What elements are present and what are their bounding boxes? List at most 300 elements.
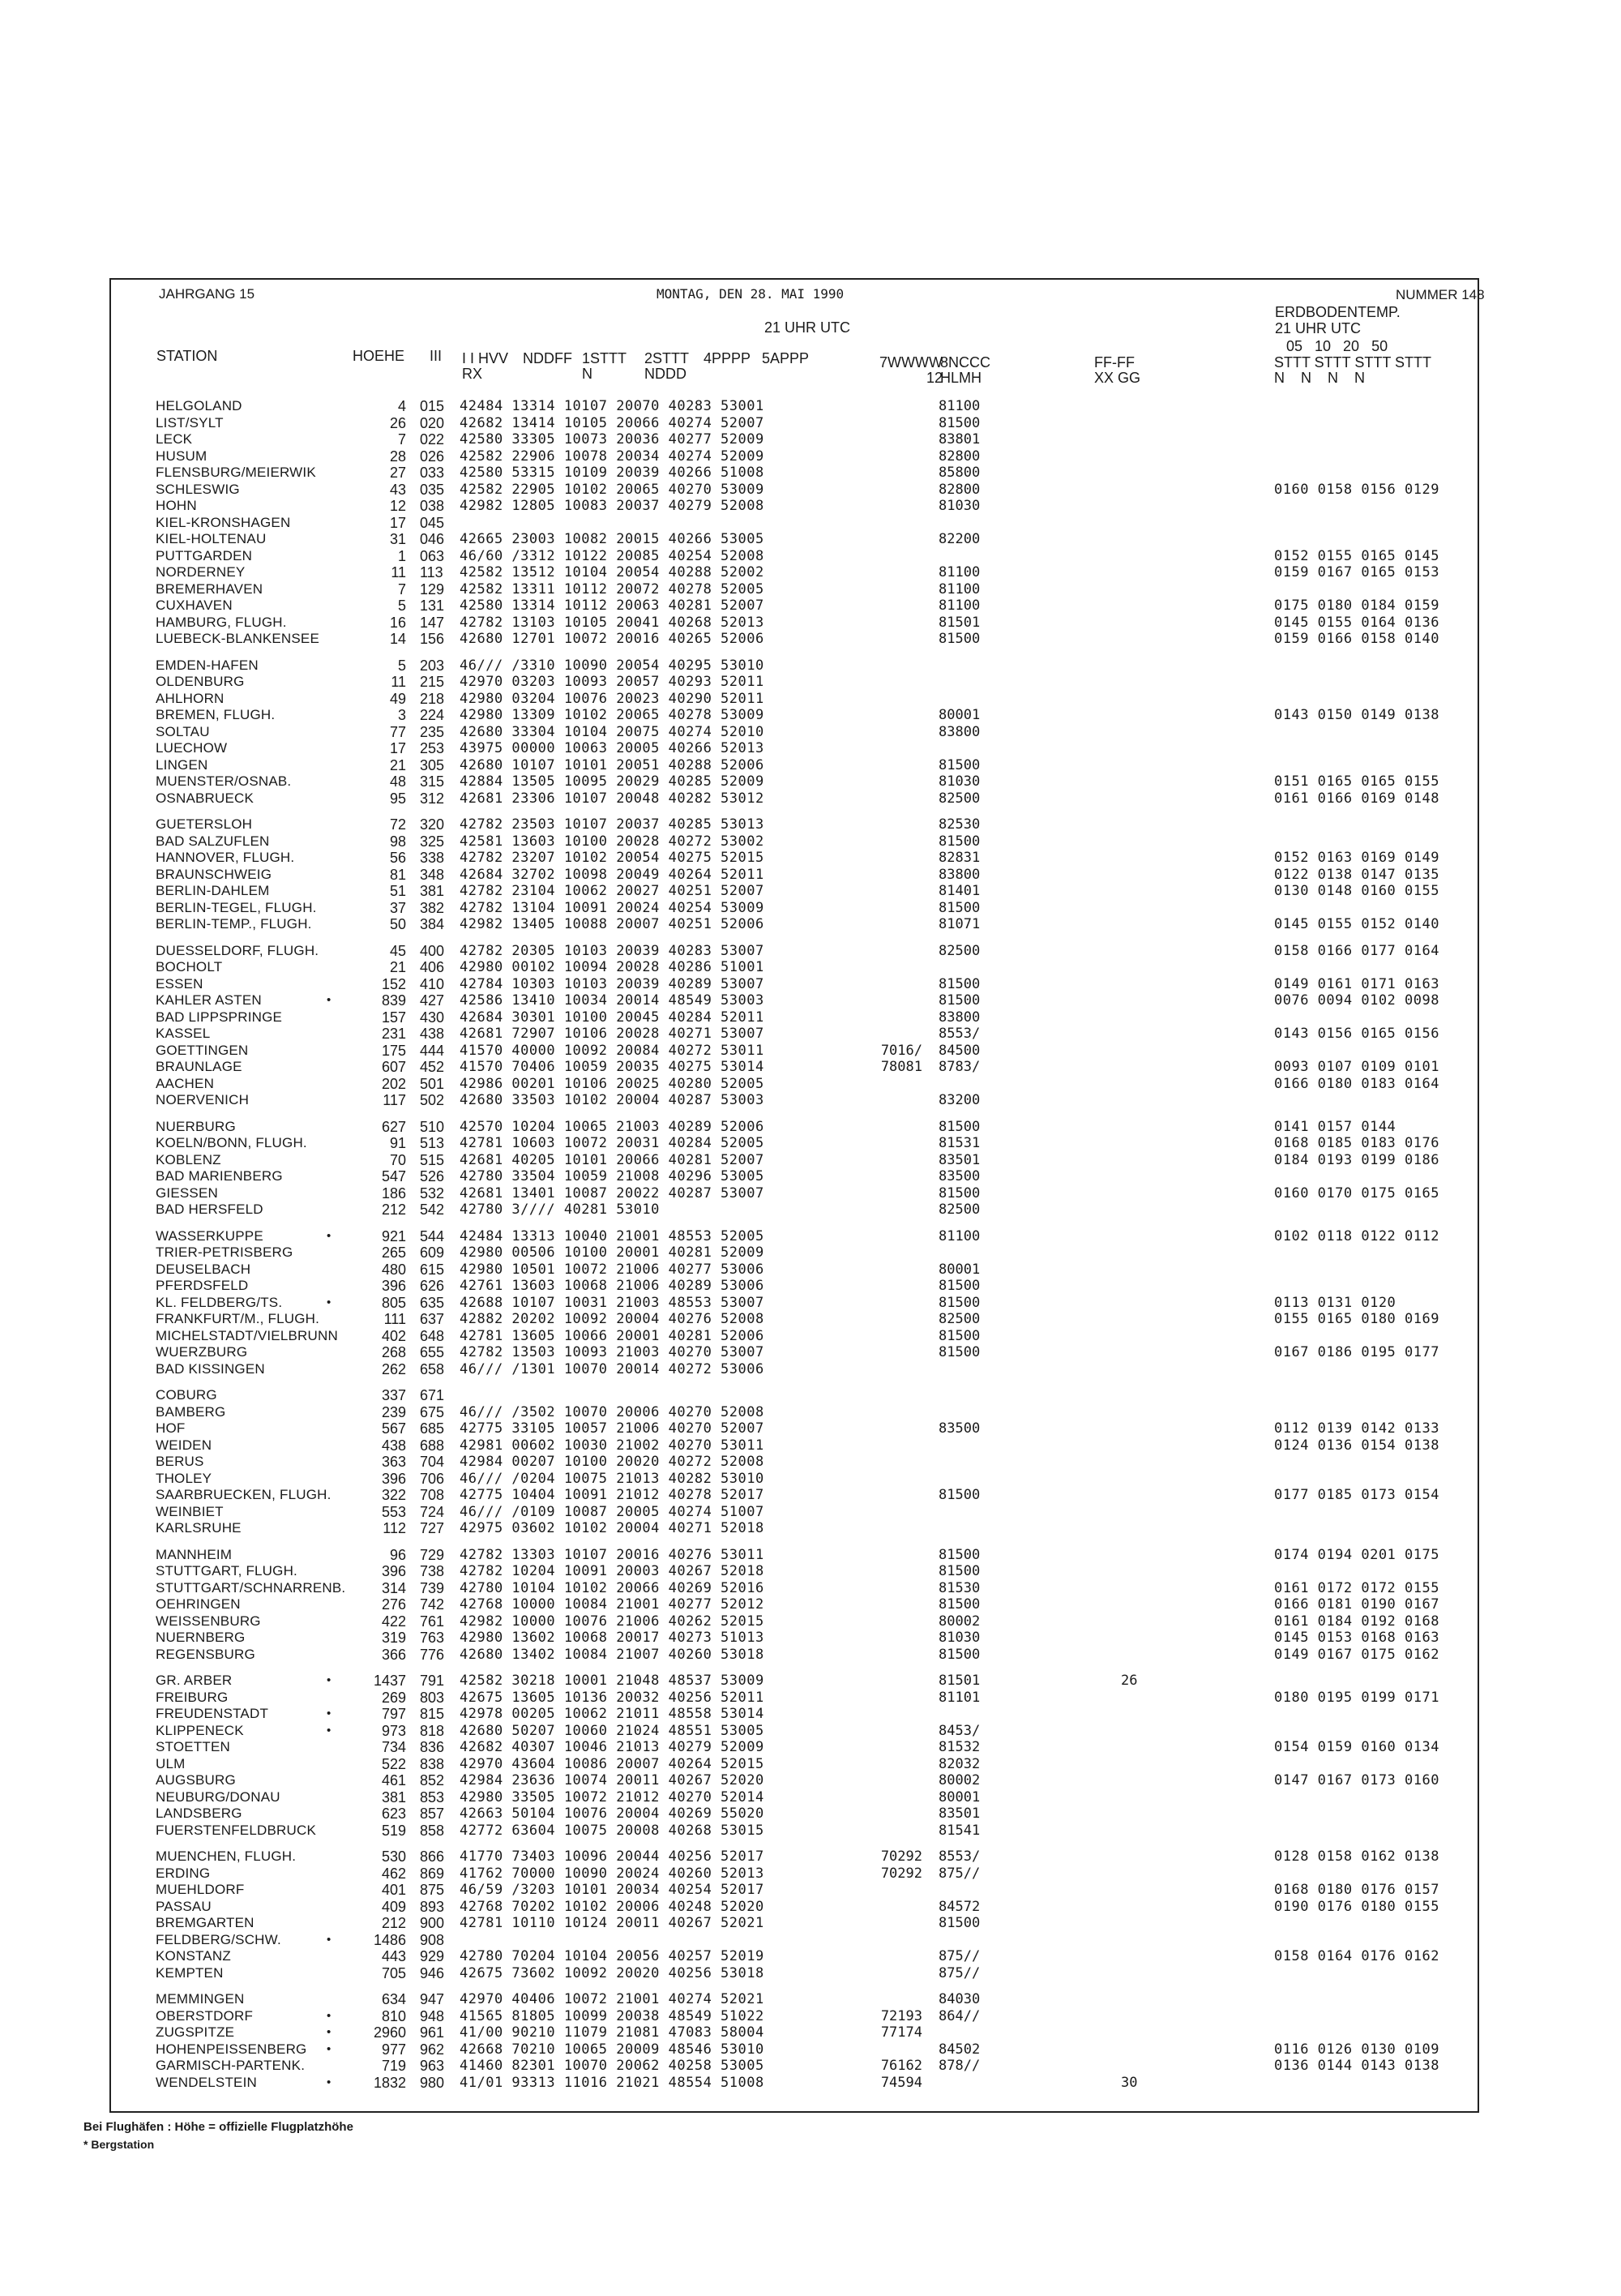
station-name: KIEL-KRONSHAGEN (156, 515, 291, 530)
station-elevation: 522 (381, 1756, 406, 1772)
synop-groups: 42682 40307 10046 21013 40279 52009 (460, 1739, 764, 1755)
station-index: 382 (420, 900, 445, 916)
synop-groups: 46/// /0204 10075 21013 40282 53010 (460, 1471, 764, 1487)
synop-groups: 42681 13401 10087 20022 40287 53007 (460, 1185, 764, 1202)
station-name: HOHENPEISSENBERG (156, 2041, 307, 2057)
synop-groups: 42680 33503 10102 20004 40287 53003 (460, 1092, 764, 1108)
cloud-group: 84572 (939, 1899, 981, 1915)
station-elevation: 28 (389, 448, 406, 465)
cloud-group: 84502 (939, 2041, 981, 2058)
cloud-group: 81100 (939, 564, 981, 580)
cloud-group: 81030 (939, 773, 981, 790)
station-index: 063 (420, 548, 445, 564)
station-name: LINGEN (156, 757, 208, 773)
table-row (0, 1092, 1621, 1108)
station-name: HUSUM (156, 448, 207, 464)
cloud-group: 80001 (939, 1789, 981, 1806)
synop-groups: 42586 13410 10034 20014 48549 53003 (460, 992, 764, 1009)
table-row (0, 1119, 1621, 1135)
station-name: GIESSEN (156, 1185, 218, 1201)
station-name: OSNABRUECK (156, 790, 254, 806)
soil-temperatures: 0145 0155 0164 0136 (1274, 615, 1439, 631)
station-index: 502 (420, 1092, 445, 1108)
station-index: 609 (420, 1244, 445, 1261)
station-index: 315 (420, 773, 445, 790)
synop-groups: 42688 10107 10031 21003 48553 53007 (460, 1295, 764, 1311)
soil-temperatures: 0145 0153 0168 0163 (1274, 1630, 1439, 1646)
synop-groups: 42582 22906 10078 20034 40274 52009 (460, 448, 764, 465)
station-elevation: 1437 (373, 1673, 406, 1689)
station-name: OBERSTDORF (156, 2008, 254, 2024)
station-index: 510 (420, 1119, 445, 1135)
table-row (0, 1295, 1621, 1311)
station-index: 381 (420, 883, 445, 899)
synop-groups: 42782 13503 10093 21003 40270 53007 (460, 1344, 764, 1360)
station-elevation: 50 (389, 916, 406, 932)
synop-groups: 42782 23104 10062 20027 40251 52007 (460, 883, 764, 899)
table-row (0, 1806, 1621, 1822)
station-elevation: 5 (397, 598, 406, 614)
soil-temperatures: 0136 0144 0143 0138 (1274, 2058, 1439, 2074)
station-index: 312 (420, 790, 445, 807)
station-index: 908 (420, 1932, 445, 1948)
station-elevation: 462 (381, 1866, 406, 1882)
synop-groups: 42882 20202 10092 20004 40276 52008 (460, 1311, 764, 1327)
station-index: 131 (420, 598, 445, 614)
table-row (0, 959, 1621, 975)
table-row (0, 1152, 1621, 1168)
station-index: 035 (420, 482, 445, 498)
station-name: PFERDSFELD (156, 1278, 249, 1293)
table-row (0, 900, 1621, 916)
cloud-group: 81500 (939, 1328, 981, 1344)
station-elevation: 402 (381, 1328, 406, 1344)
station-index: 962 (420, 2041, 445, 2058)
synop-groups: 42668 70210 10065 20009 48546 53010 (460, 2041, 764, 2058)
station-elevation: 409 (381, 1899, 406, 1915)
table-row (0, 1563, 1621, 1579)
cloud-group: 81500 (939, 833, 981, 850)
station-elevation: 2960 (373, 2024, 406, 2041)
synop-groups: 42970 03203 10093 20057 40293 52011 (460, 674, 764, 690)
cloud-group: 81401 (939, 883, 981, 899)
station-name: HOHN (156, 498, 197, 513)
station-name: WEINBIET (156, 1504, 224, 1519)
synop-groups: 46/// /3502 10070 20006 40270 52008 (460, 1404, 764, 1420)
station-index: 858 (420, 1823, 445, 1839)
footnote-mountain: * Bergstation (83, 2138, 155, 2151)
mountain-station-marker: • (327, 1296, 331, 1309)
station-name: SCHLESWIG (156, 482, 240, 497)
col-group-4: 2STTT NDDD (644, 350, 690, 382)
table-row (0, 1739, 1621, 1755)
station-elevation: 239 (381, 1404, 406, 1420)
station-name: FUERSTENFELDBRUCK (156, 1823, 316, 1838)
station-index: 400 (420, 943, 445, 959)
cloud-group: 875// (939, 1866, 981, 1882)
table-row (0, 1580, 1621, 1596)
cloud-group: 81500 (939, 1915, 981, 1931)
station-index: 980 (420, 2075, 445, 2091)
table-row (0, 1772, 1621, 1788)
cloud-group: 81100 (939, 1228, 981, 1244)
synop-groups: 42780 3//// 40281 53010 (460, 1202, 660, 1218)
table-row (0, 1487, 1621, 1503)
synop-groups: 41460 82301 10070 20062 40258 53005 (460, 2058, 764, 2074)
station-elevation: 461 (381, 1772, 406, 1788)
station-name: EMDEN-HAFEN (156, 658, 259, 673)
table-row (0, 1596, 1621, 1613)
station-index: 026 (420, 448, 445, 465)
station-name: GARMISCH-PARTENK. (156, 2058, 306, 2073)
synop-groups: 41/01 93313 11016 21021 48554 51008 (460, 2075, 764, 2091)
synop-groups: 42684 32702 10098 20049 40264 52011 (460, 867, 764, 883)
station-name: WEISSENBURG (156, 1613, 261, 1629)
station-name: KIEL-HOLTENAU (156, 531, 267, 546)
cloud-group: 82500 (939, 1311, 981, 1327)
soil-temperatures: 0130 0148 0160 0155 (1274, 883, 1439, 899)
station-name: FRANKFURT/M., FLUGH. (156, 1311, 320, 1326)
table-row (0, 1706, 1621, 1722)
col-group-9: FF-FF XX GG (1094, 354, 1141, 386)
station-name: KLIPPENECK (156, 1723, 244, 1738)
station-name: STOETTEN (156, 1739, 230, 1754)
cloud-group: 83801 (939, 431, 981, 448)
station-elevation: 547 (381, 1168, 406, 1184)
table-row (0, 1690, 1621, 1706)
synop-groups: 42986 00201 10106 20025 40280 52005 (460, 1076, 764, 1092)
station-name: BRAUNSCHWEIG (156, 867, 272, 882)
station-elevation: 623 (381, 1806, 406, 1822)
soil-temperatures: 0152 0163 0169 0149 (1274, 850, 1439, 866)
station-elevation: 152 (381, 976, 406, 992)
table-row (0, 1361, 1621, 1377)
table-row (0, 1647, 1621, 1663)
station-index: 818 (420, 1723, 445, 1739)
station-elevation: 51 (389, 883, 406, 899)
table-row (0, 465, 1621, 481)
cloud-group: 80001 (939, 1262, 981, 1278)
mountain-station-marker: • (327, 1673, 331, 1687)
station-index: 156 (420, 631, 445, 647)
table-row (0, 1328, 1621, 1344)
station-name: ERDING (156, 1866, 211, 1881)
cloud-group: 84500 (939, 1043, 981, 1059)
station-elevation: 27 (389, 465, 406, 481)
station-index: 203 (420, 658, 445, 674)
station-index: 513 (420, 1135, 445, 1151)
table-row (0, 1991, 1621, 2007)
synop-groups: 42484 13313 10040 21001 48553 52005 (460, 1228, 764, 1244)
table-row (0, 883, 1621, 899)
cloud-group: 81500 (939, 415, 981, 431)
cloud-group: 8453/ (939, 1723, 981, 1739)
station-name: KOELN/BONN, FLUGH. (156, 1135, 307, 1150)
table-row (0, 548, 1621, 564)
station-index: 015 (420, 398, 445, 414)
station-elevation: 17 (389, 515, 406, 531)
table-row (0, 1026, 1621, 1042)
station-index: 869 (420, 1866, 445, 1882)
station-name: BAD LIPPSPRINGE (156, 1009, 283, 1025)
table-row (0, 482, 1621, 498)
station-elevation: 11 (391, 674, 406, 690)
station-index: 776 (420, 1647, 445, 1663)
station-index: 515 (420, 1152, 445, 1168)
soil-temperatures: 0128 0158 0162 0138 (1274, 1848, 1439, 1865)
station-name: KAHLER ASTEN (156, 992, 262, 1008)
station-elevation: 1 (397, 548, 406, 564)
synop-groups: 42684 30301 10100 20045 40284 52011 (460, 1009, 764, 1026)
cloud-group: 81100 (939, 598, 981, 614)
cloud-group: 875// (939, 1948, 981, 1964)
table-row (0, 2058, 1621, 2074)
gust-group: 26 (1121, 1673, 1138, 1689)
synop-groups: 42980 10501 10072 21006 40277 53006 (460, 1262, 764, 1278)
station-index: 706 (420, 1471, 445, 1487)
synop-groups: 42580 13314 10112 20063 40281 52007 (460, 598, 764, 614)
station-elevation: 805 (381, 1295, 406, 1311)
synop-groups: 42780 70204 10104 20056 40257 52019 (460, 1948, 764, 1964)
cloud-group: 82800 (939, 448, 981, 465)
station-index: 708 (420, 1487, 445, 1503)
synop-groups: 42982 13405 10088 20007 40251 52006 (460, 916, 764, 932)
station-index: 020 (420, 415, 445, 431)
synop-groups: 41565 81805 10099 20038 48549 51022 (460, 2008, 764, 2024)
cloud-group: 83800 (939, 1009, 981, 1026)
station-elevation: 7 (397, 581, 406, 598)
station-elevation: 157 (381, 1009, 406, 1026)
station-elevation: 276 (381, 1596, 406, 1613)
table-row (0, 1009, 1621, 1026)
station-index: 526 (420, 1168, 445, 1184)
mountain-station-marker: • (327, 2009, 331, 2023)
synop-groups: 42782 23207 10102 20054 40275 52015 (460, 850, 764, 866)
station-elevation: 98 (389, 833, 406, 850)
synop-groups: 42681 23306 10107 20048 40282 53012 (460, 790, 764, 807)
station-name: FREIBURG (156, 1690, 229, 1705)
station-elevation: 14 (389, 631, 406, 647)
weather-group: 7016/ (880, 1043, 922, 1059)
station-name: LUECHOW (156, 740, 228, 756)
station-elevation: 269 (381, 1690, 406, 1706)
station-index: 724 (420, 1504, 445, 1520)
cloud-group: 81500 (939, 992, 981, 1009)
station-name: NORDERNEY (156, 564, 246, 580)
station-index: 626 (420, 1278, 445, 1294)
synop-groups: 46/60 /3312 10122 20085 40254 52008 (460, 548, 764, 564)
synop-groups: 42768 70202 10102 20006 40248 52020 (460, 1899, 764, 1915)
synop-groups: 42761 13603 10068 21006 40289 53006 (460, 1278, 764, 1294)
station-elevation: 43 (389, 482, 406, 498)
station-name: GR. ARBER (156, 1673, 233, 1688)
soil-temperatures: 0149 0167 0175 0162 (1274, 1647, 1439, 1663)
soil-temperatures: 0168 0180 0176 0157 (1274, 1882, 1439, 1898)
station-elevation: 70 (389, 1152, 406, 1168)
weather-group: 78081 (880, 1059, 922, 1075)
station-elevation: 401 (381, 1882, 406, 1898)
cloud-group: 81500 (939, 976, 981, 992)
station-name: TRIER-PETRISBERG (156, 1244, 293, 1260)
station-elevation: 56 (389, 850, 406, 866)
station-index: 427 (420, 992, 445, 1009)
station-elevation: 839 (381, 992, 406, 1009)
synop-groups: 42665 23003 10082 20015 40266 53005 (460, 531, 764, 547)
cloud-group: 81500 (939, 1563, 981, 1579)
station-elevation: 49 (389, 691, 406, 707)
station-name: BREMERHAVEN (156, 581, 263, 597)
synop-groups: 42582 22905 10102 20065 40270 53009 (460, 482, 764, 498)
weather-group: 74594 (880, 2075, 922, 2091)
soil-temperatures: 0122 0138 0147 0135 (1274, 867, 1439, 883)
col-soil-n: N N N N (1274, 370, 1366, 386)
table-row (0, 1504, 1621, 1520)
station-index: 147 (420, 615, 445, 631)
cloud-group: 81100 (939, 581, 981, 598)
soil-temperatures: 0112 0139 0142 0133 (1274, 1420, 1439, 1437)
cloud-group: 82500 (939, 943, 981, 959)
soil-temp-time: 21 UHR UTC (1275, 320, 1362, 336)
col-group-8: 8NCCC HLMH (940, 354, 991, 386)
cloud-group: 81071 (939, 916, 981, 932)
station-index: 738 (420, 1563, 445, 1579)
station-name: WUERZBURG (156, 1344, 248, 1360)
station-elevation: 734 (381, 1739, 406, 1755)
cloud-group: 878// (939, 2058, 981, 2074)
station-elevation: 530 (381, 1848, 406, 1865)
cloud-group: 84030 (939, 1991, 981, 2007)
station-name: NUERBURG (156, 1119, 236, 1134)
station-index: 338 (420, 850, 445, 866)
synop-groups: 42782 23503 10107 20037 40285 53013 (460, 816, 764, 833)
soil-temperatures: 0175 0180 0184 0159 (1274, 598, 1439, 614)
station-index: 655 (420, 1344, 445, 1360)
station-elevation: 262 (381, 1361, 406, 1377)
cloud-group: 875// (939, 1965, 981, 1981)
station-elevation: 337 (381, 1387, 406, 1403)
soil-temperatures: 0158 0166 0177 0164 (1274, 943, 1439, 959)
station-name: STUTTGART/SCHNARRENB. (156, 1580, 346, 1596)
cloud-group: 81500 (939, 1119, 981, 1135)
cloud-group: 81500 (939, 1295, 981, 1311)
table-row (0, 790, 1621, 807)
synop-groups: 42675 73602 10092 20020 40256 53018 (460, 1965, 764, 1981)
table-row (0, 1520, 1621, 1536)
synop-groups: 42980 03204 10076 20023 40290 52011 (460, 691, 764, 707)
table-row (0, 658, 1621, 674)
station-elevation: 3 (397, 707, 406, 723)
table-row (0, 1278, 1621, 1294)
station-name: BOCHOLT (156, 959, 223, 975)
cloud-group: 81501 (939, 615, 981, 631)
table-row (0, 1168, 1621, 1184)
cloud-group: 81500 (939, 631, 981, 647)
synop-groups: 42975 03602 10102 20004 40271 52018 (460, 1520, 764, 1536)
station-name: AHLHORN (156, 691, 225, 706)
station-elevation: 212 (381, 1202, 406, 1218)
station-elevation: 31 (389, 531, 406, 547)
cloud-group: 81100 (939, 398, 981, 414)
table-row (0, 1344, 1621, 1360)
mountain-station-marker: • (327, 1229, 331, 1243)
col-group-6: 5APPP (762, 350, 810, 366)
station-index: 544 (420, 1228, 445, 1244)
table-row (0, 1454, 1621, 1470)
station-elevation: 973 (381, 1723, 406, 1739)
table-row (0, 1437, 1621, 1454)
station-elevation: 977 (381, 2041, 406, 2058)
mountain-station-marker: • (327, 1707, 331, 1720)
cloud-group: 864// (939, 2008, 981, 2024)
soil-temperatures: 0143 0150 0149 0138 (1274, 707, 1439, 723)
table-row (0, 1848, 1621, 1865)
station-index: 729 (420, 1547, 445, 1563)
station-name: CUXHAVEN (156, 598, 233, 613)
soil-temperatures: 0160 0158 0156 0129 (1274, 482, 1439, 498)
cloud-group: 81531 (939, 1135, 981, 1151)
station-name: KOBLENZ (156, 1152, 221, 1167)
synop-groups: 46/// /3310 10090 20054 40295 53010 (460, 658, 764, 674)
station-elevation: 117 (383, 1092, 406, 1108)
table-row (0, 615, 1621, 631)
soil-temperatures: 0180 0195 0199 0171 (1274, 1690, 1439, 1706)
weather-group: 72193 (880, 2008, 922, 2024)
observation-time: 21 UHR UTC (764, 319, 851, 336)
station-name: MUEHLDORF (156, 1882, 245, 1897)
station-name: BREMGARTEN (156, 1915, 254, 1930)
station-elevation: 268 (381, 1344, 406, 1360)
synop-groups: 46/// /1301 10070 20014 40272 53006 (460, 1361, 764, 1377)
station-index: 838 (420, 1756, 445, 1772)
synop-groups: 42680 33304 10104 20075 40274 52010 (460, 724, 764, 740)
station-elevation: 634 (381, 1991, 406, 2007)
table-row (0, 415, 1621, 431)
cloud-group: 83500 (939, 1420, 981, 1437)
station-elevation: 366 (381, 1647, 406, 1663)
table-row (0, 564, 1621, 580)
cloud-group: 80002 (939, 1772, 981, 1788)
table-row (0, 867, 1621, 883)
soil-temperatures: 0151 0165 0165 0155 (1274, 773, 1439, 790)
date-label: MONTAG, DEN 28. MAI 1990 (657, 286, 845, 302)
synop-groups: 42980 33505 10072 21012 40270 52014 (460, 1789, 764, 1806)
synop-groups: 42682 13414 10105 20066 40274 52007 (460, 415, 764, 431)
table-row (0, 1723, 1621, 1739)
cloud-group: 82200 (939, 531, 981, 547)
table-row (0, 674, 1621, 690)
station-name: STUTTGART, FLUGH. (156, 1563, 297, 1578)
table-row (0, 1202, 1621, 1218)
cloud-group: 81541 (939, 1823, 981, 1839)
table-row (0, 1630, 1621, 1646)
station-name: BERUS (156, 1454, 204, 1469)
cloud-group: 81500 (939, 1547, 981, 1563)
station-name: THOLEY (156, 1471, 212, 1486)
mountain-station-marker: • (327, 1933, 331, 1947)
station-index: 961 (420, 2024, 445, 2041)
synop-groups: 41762 70000 10090 20024 40260 52013 (460, 1866, 764, 1882)
station-name: GUETERSLOH (156, 816, 253, 832)
synop-groups: 46/// /0109 10087 20005 40274 51007 (460, 1504, 764, 1520)
station-elevation: 322 (381, 1487, 406, 1503)
mountain-station-marker: • (327, 2075, 331, 2089)
cloud-group: 82032 (939, 1756, 981, 1772)
col-iii: III (430, 348, 443, 364)
station-elevation: 319 (381, 1630, 406, 1646)
station-elevation: 45 (389, 943, 406, 959)
station-index: 900 (420, 1915, 445, 1931)
soil-temperatures: 0167 0186 0195 0177 (1274, 1344, 1439, 1360)
